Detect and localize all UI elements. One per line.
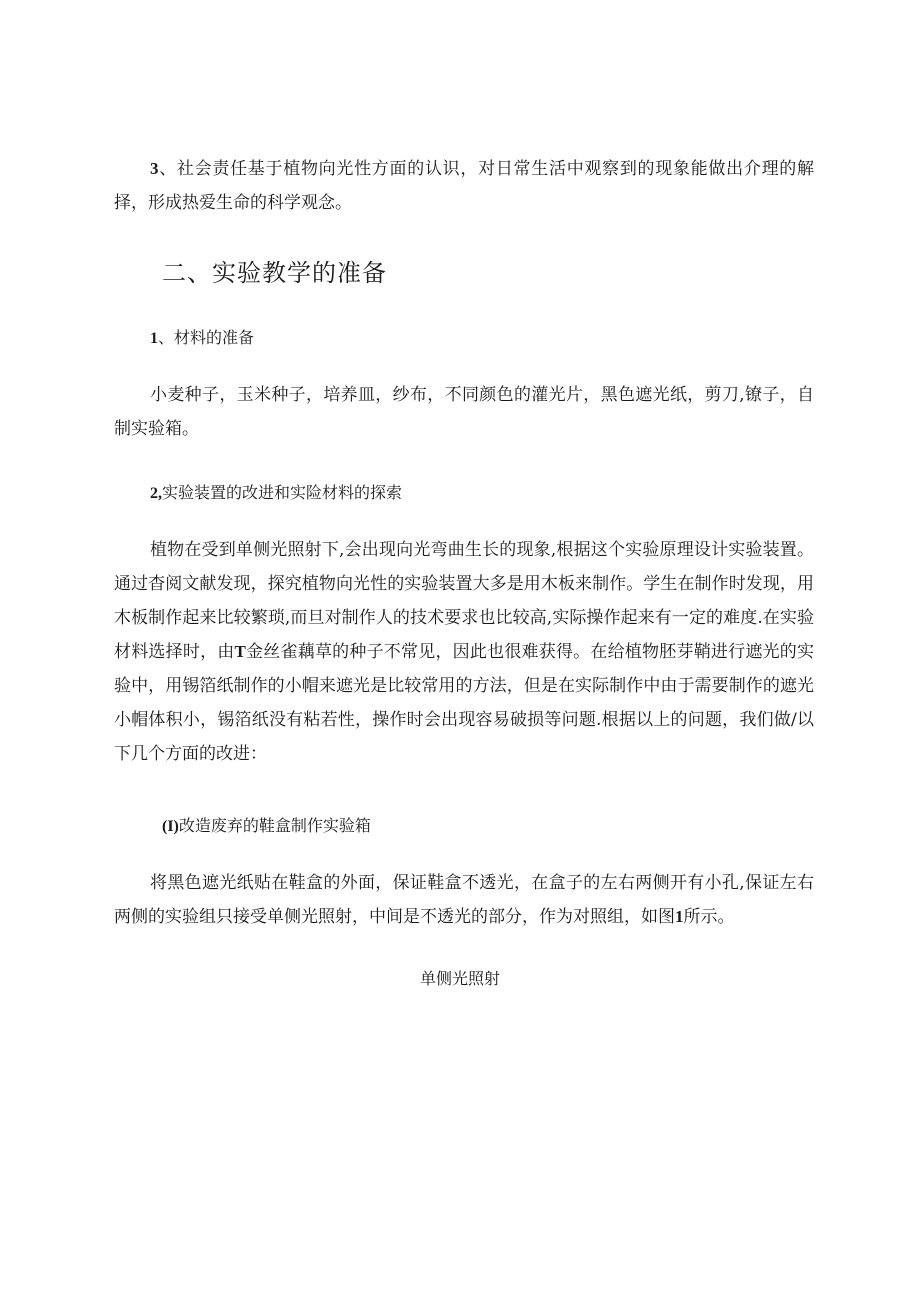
apparatus-paragraph [114,533,814,771]
item-number: 2, [150,485,162,502]
item-number: 1 [150,330,158,347]
paragraph-text: 将黑色遮光纸贴在鞋盒的外面，保证鞋盒不透光，在盒子的左右两侧开有小孔,保证左右两侧的实验组只接受单侧光照射，中间是不透光的部分，作为对照组，如图 [114,873,814,927]
social-responsibility-paragraph [114,152,814,220]
paragraph-text: 金丝雀藕草的种子不常见，因此也很难获得。在给植物胚芽鞘进行遮光的实验中，用锡箔纸制作的小帽来遮光是比较常用的方法，但是在实际制作中由于需要制作的遮光小帽体积小，锡箔纸没有粘若性，操作时会出现容易破损等问题.根据以上的问题，我们做/以下几个方面的改进： [114,642,814,764]
figure-label: 单侧光照射 [419,969,500,988]
paragraph-text: 植物在受到单侧光照射下,会出现向光弯曲生长的现象,根据这个实验原理设计实验装置。通过杳阅文献发现，探究植物向光性的实验装置大多是用木板来制作。学生在制作时发现，用木板制作起来比较繁琐,而旦对制作人的技术要求也比较高,实际操作起来有一定的难度.在实验材料选择时，由 [114,540,814,662]
bold-char: 1 [675,907,684,926]
materials-paragraph: 小麦种子，玉米种子，培养皿，纱布，不同颜色的灌光片，黑色遮光纸，剪刀,镣子，自制实验箱。 [114,385,814,439]
subheading-apparatus [150,480,402,507]
subheading-text: 改造废弃的鞋盒制作实验箱 [178,816,371,835]
subheading-shoebox [162,813,371,840]
paragraph-text: 所示。 [683,907,735,927]
section-heading: 二、实验教学的准备 [162,259,387,287]
item-number: 3 [150,159,159,178]
paragraph-text: 、社会责任基于植物向光性方面的认识，对日常生活中观察到的现象能做出介理的解择，形成热爱生命的科学观念。 [114,159,814,213]
subheading-text: 实验装置的改进和实险材料的探索 [162,483,403,502]
shoebox-paragraph [114,866,814,934]
item-number: (I) [162,818,179,835]
subheading-text: 、材料的准备 [158,328,255,347]
subheading-materials [150,325,254,352]
bold-char: T [234,642,246,661]
